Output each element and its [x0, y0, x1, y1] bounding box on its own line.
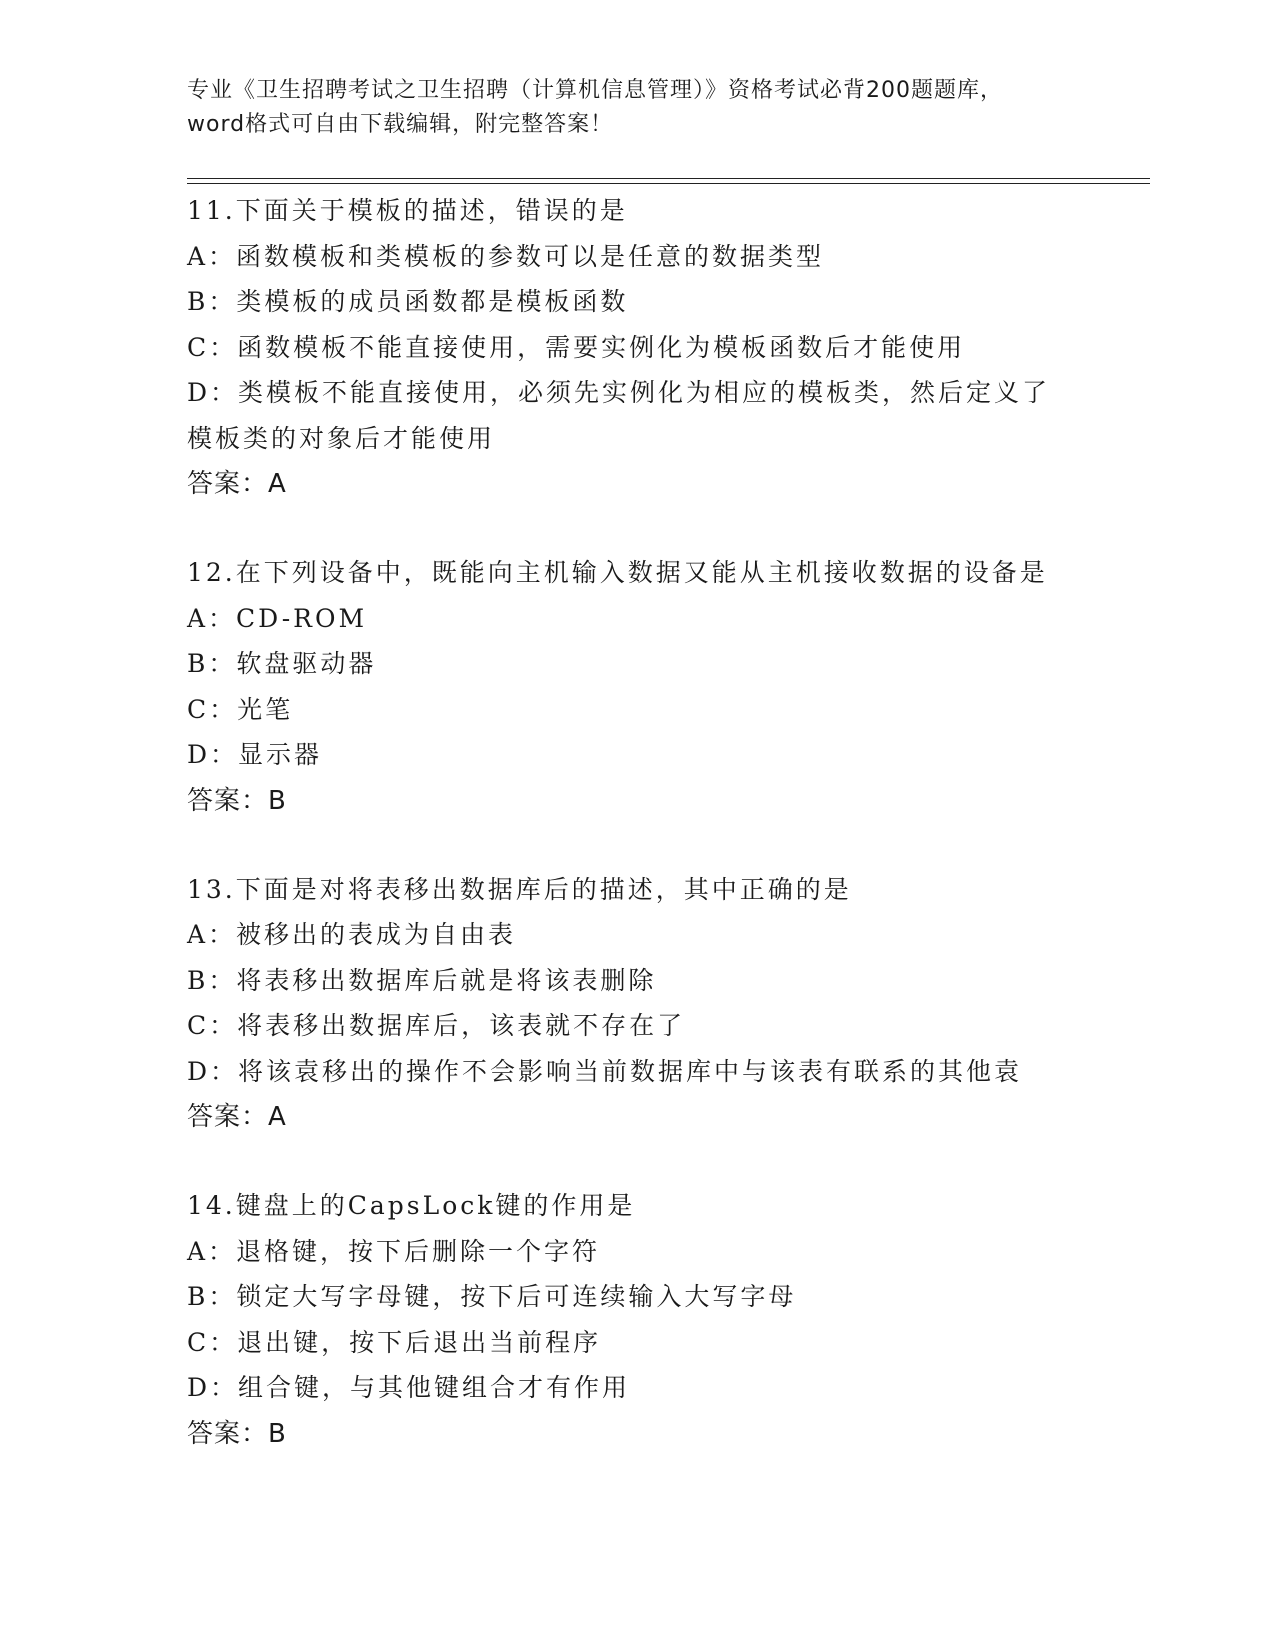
option-a: A：退格键，按下后删除一个字符 — [187, 1236, 601, 1266]
document-header — [187, 74, 1087, 142]
option-d: D：将该袁移出的操作不会影响当前数据库中与该表有联系的其他袁 — [187, 1056, 1023, 1086]
option-a: A：函数模板和类模板的参数可以是任意的数据类型 — [187, 241, 825, 271]
answer-label: 答案：A — [187, 469, 287, 499]
option-d-continuation: 模板类的对象后才能使用 — [187, 423, 496, 453]
question-11 — [187, 188, 1087, 507]
question-stem: 13.下面是对将表移出数据库后的描述，其中正确的是 — [187, 874, 852, 904]
option-d: D：类模板不能直接使用，必须先实例化为相应的模板类，然后定义了 — [187, 378, 1051, 407]
question-list — [187, 188, 1087, 1500]
question-12 — [187, 550, 1087, 824]
answer-label: 答案：A — [187, 1102, 287, 1132]
question-stem: 14.键盘上的CapsLock键的作用是 — [187, 1191, 636, 1220]
header-title-line-1: 专业《卫生招聘考试之卫生招聘（计算机信息管理）》资格考试必背200题题库， — [187, 78, 1003, 103]
header-divider-bottom — [187, 183, 1150, 184]
option-b: B：软盘驱动器 — [187, 649, 377, 678]
option-b: B：锁定大写字母键，按下后可连续输入大写字母 — [187, 1282, 797, 1311]
answer-label: 答案：B — [187, 785, 287, 816]
option-c: C：将表移出数据库后，该表就不存在了 — [187, 1011, 686, 1040]
option-b: B：类模板的成员函数都是模板函数 — [187, 287, 629, 316]
option-d: D：组合键，与其他键组合才有作用 — [187, 1373, 631, 1402]
option-c: C：光笔 — [187, 694, 294, 724]
question-stem: 12.在下列设备中，既能向主机输入数据又能从主机接收数据的设备是 — [187, 558, 1048, 587]
question-14 — [187, 1183, 1087, 1457]
option-c: C：函数模板不能直接使用，需要实例化为模板函数后才能使用 — [187, 332, 966, 362]
option-b: B：将表移出数据库后就是将该表删除 — [187, 965, 657, 995]
option-c: C：退出键，按下后退出当前程序 — [187, 1327, 602, 1357]
option-a: A：CD-ROM — [187, 603, 368, 633]
option-d: D：显示器 — [187, 740, 323, 769]
question-stem: 11.下面关于模板的描述，错误的是 — [187, 196, 628, 225]
header-divider-top — [187, 178, 1150, 179]
answer-label: 答案：B — [187, 1418, 287, 1449]
header-title-line-2: word格式可自由下载编辑，附完整答案！ — [187, 112, 614, 137]
option-a: A：被移出的表成为自由表 — [187, 920, 517, 949]
question-13 — [187, 867, 1087, 1141]
